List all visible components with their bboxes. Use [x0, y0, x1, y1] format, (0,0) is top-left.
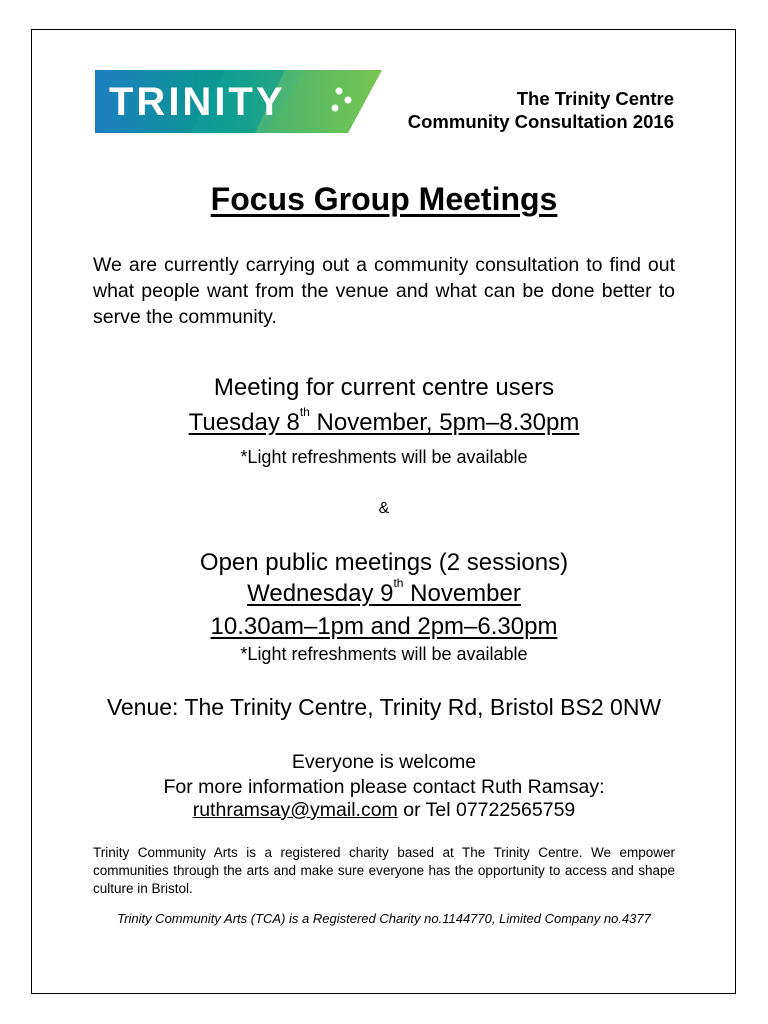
- footer-registration: Trinity Community Arts (TCA) is a Registered Charity no.1144770, Limited Company no.4377: [117, 911, 651, 926]
- contact-line: [0, 799, 768, 822]
- email-link[interactable]: ruthramsay@ymail.com: [192, 799, 398, 821]
- contact-info: For more information please contact Ruth Ramsay:: [163, 776, 605, 798]
- header-line2: Community Consultation 2016: [407, 111, 674, 132]
- ampersand: &: [378, 500, 390, 517]
- venue: Venue: The Trinity Centre, Trinity Rd, Bristol BS2 0NW: [106, 694, 662, 720]
- meeting2-date-day: Wednesday 9: [247, 580, 394, 607]
- meeting1-date: [0, 405, 768, 437]
- page-title: Focus Group Meetings: [210, 181, 558, 217]
- meeting2-date-suffix: th: [393, 576, 404, 590]
- charity-paragraph: Trinity Community Arts is a registered charity based at The Trinity Centre. We empower communities through the arts and make sure everyone has the opportunity to access and shape culture in Bristol.: [93, 845, 675, 896]
- welcome-text: Everyone is welcome: [291, 751, 477, 773]
- intro-paragraph: We are currently carrying out a community consultation to find out what people want from the venue and what can be done better to serve the community.: [93, 254, 675, 328]
- header-title: [408, 87, 674, 133]
- meeting1-heading: Meeting for current centre users: [213, 374, 555, 401]
- svg-text:TRINITY: TRINITY: [109, 80, 286, 124]
- meeting2-date: [0, 576, 768, 608]
- meeting2-times: [0, 613, 768, 641]
- meeting1-date-suffix: th: [299, 405, 310, 419]
- trinity-logo: [95, 70, 382, 133]
- meeting1-refreshments: *Light refreshments will be available: [240, 447, 528, 467]
- meeting2-refreshments: *Light refreshments will be available: [240, 644, 528, 664]
- meeting2-date-rest: November: [403, 580, 521, 607]
- meeting1-date-day: Tuesday 8: [188, 409, 300, 436]
- meeting2-heading: Open public meetings (2 sessions): [199, 549, 569, 576]
- contact-tel: or Tel 07722565759: [397, 799, 576, 821]
- meeting1-date-rest: November, 5pm–8.30pm: [309, 409, 580, 436]
- meeting2-times-text: 10.30am–1pm and 2pm–6.30pm: [210, 613, 558, 640]
- header-line1: The Trinity Centre: [516, 88, 674, 109]
